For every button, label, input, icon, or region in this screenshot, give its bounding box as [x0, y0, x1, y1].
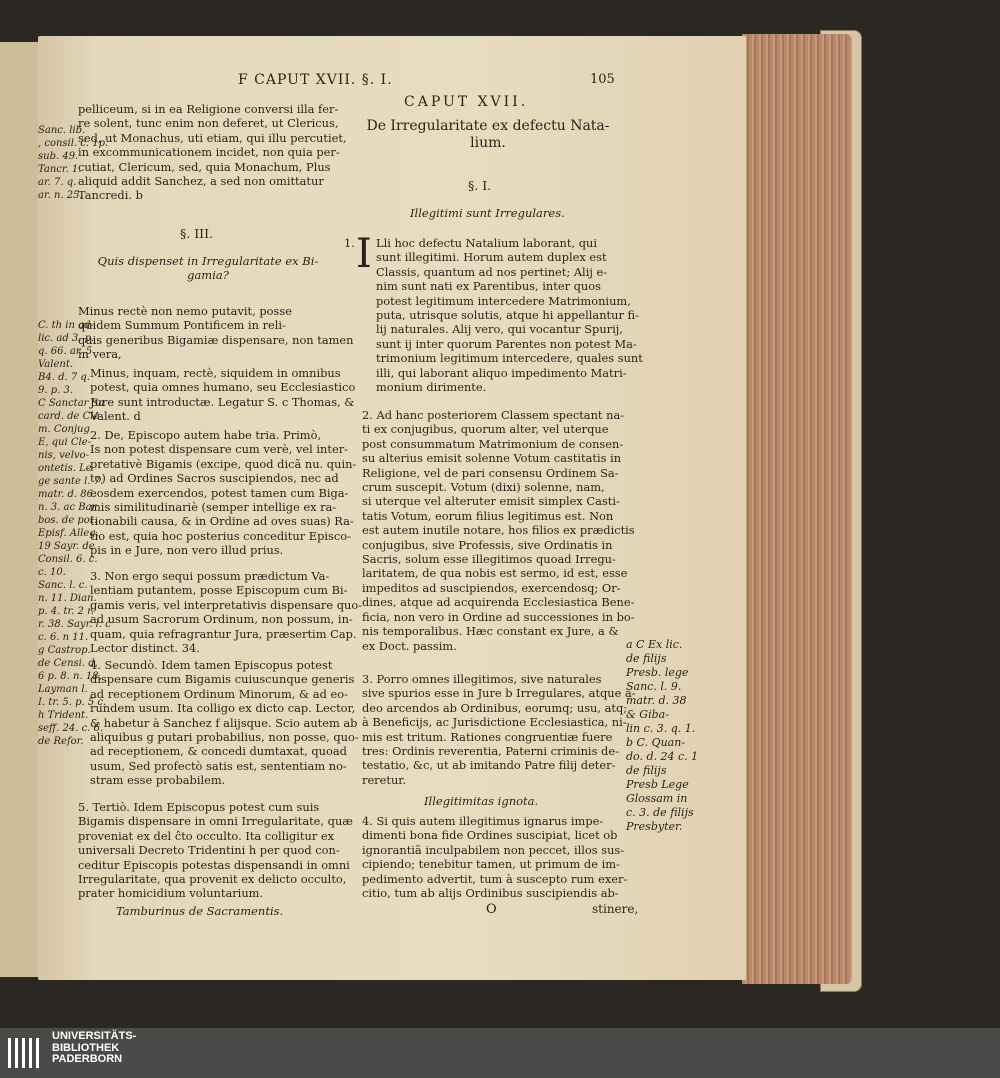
left-margin-notes: Sanc. lib. , consil. c. 1p. sub. 49. Tancr. 1. ar. 7. q. ar. n. 25. C. th in ad- lic. ad 3. p. q. 66. ar. 5 Valent. B4. d. 7 q. 9. p. 3. C Sanctar Sa card. de Cle m. Conjug E, qui Cle- nis, velvo- ontetis. Le ge sante l. 7. matr. d. 86. n. 3. ac Bar bos. de pot. Episf. Alleg. 19 Sayr. de Consil. 6. c. c. 10. Sanc. l. c. n. 11. Dian. p. 4. tr. 2 r. r. 38. Sayr. l. c c. 6. n 11. g Castrop. de Censi. d. 6 p. 8. n. 18, Layman l. I. tr. 5. p. 5 c. h Trident. seff. 24. c. 6. de Refor.	[38, 125, 111, 747]
library-footer	[0, 1028, 1000, 1078]
signature-mark: O	[486, 902, 497, 917]
col2-para-1: Lli hoc defectu Natalium laborant, qui sunt illegitimi. Horum autem duplex est Classis, quantum ad nos pertinet; Alij e- nim sunt nati ex Parentibus, inter quos potest legitimum intercedere Matrimonium, puta, utrisque solutis, atque hi appellantur fi- lij naturales. Alij vero, qui vocantur Spurij, sunt ij inter quorum Parentes non potest Ma- trimonium legitimum intercedere, quales sunt illi, qui laborant aliquo impedimento Matri- monium dirimente.	[376, 236, 643, 395]
right-margin-notes: a C Ex lic. de filijs Presb. lege Sanc. l. 9. matr. d. 38 & Giba- lin c. 3. q. 1. b C. Quan- do. d. 24 c. 1 de filijs Presb Lege Glossam in c. 3. de filijs Presbyter.	[626, 638, 699, 833]
col1-catchword: Tamburinus de Sacramentis.	[116, 904, 284, 918]
book-page	[38, 36, 746, 980]
library-name: UNIVERSITÄTS- BIBLIOTHEK PADERBORN	[52, 1030, 137, 1065]
facing-page-edge	[0, 42, 40, 977]
col1-para-2: 2. De, Episcopo autem habe tria. Primò, Is non potest dispensare cum verè, vel inter- pretativè Bigamis (excipe, quod dicã nu. quin- to) ad Ordines Sacros suscipiendos, nec ad eosdem exercendos, potest tamen cum Biga- mis similitudinariè (semper intellige ex ra- tionabili causa, & in Ordine ad oves suas) Ra- tio est, quia hoc posterius conceditur Episco- pis in e Jure, non vero illud prius.	[90, 428, 357, 558]
col1-para-5: 5. Tertiò. Idem Episcopus potest cum suis Bigamis dispensare in omni Irregularitate, quæ proveniat ex del ĉto occulto. Ita colligitur ex universali Decreto Tridentini h per quod con- ceditur Episcopis potestas dispensandi in omni Irregularitate, qua provenit ex delicto occulto, prater homicidium voluntarium.	[78, 800, 353, 901]
col2-para-4: 4. Si quis autem illegitimus ignarus impe- dimenti bona fide Ordines suscipiat, licet ob ignorantiã inculpabilem non peccet, illos sus- cipiendo; tenebitur tamen, ut primum de im- pedimento advertit, tum à suscepto rum exer- citio, tum ab alijs Ordinibus suscipiendis ab-	[362, 814, 628, 901]
col2-catchword: stinere,	[592, 902, 639, 916]
university-library-logo	[6, 1034, 46, 1072]
col2-subtitle: Illegitimi sunt Irregulares.	[410, 206, 565, 220]
chapter-title: De Irregularitate ex defectu Nata- lium.	[366, 118, 610, 151]
col1-para-4: 4. Secundò. Idem tamen Episcopus potest dispensare cum Bigamis cuiuscunque generis ad receptionem Ordinum Minorum, & ad eo- rundem usum. Ita colligo ex dicto cap. Lector, & habetur à Sanchez f alijsque. Scio autem ab aliquibus g putari probabilius, non posse, quo- ad receptionem, & concedi dumtaxat, quoad usum, Sed profectò satis est, sententiam no- stram esse probabilem.	[90, 658, 359, 788]
col2-para-2: 2. Ad hanc posteriorem Classem spectant na- ti ex conjugibus, quorum alter, vel uterque post consummatum Matrimonium de consen- su alterius emisit solenne Votum castitatis in Religione, vel de pari consensu Ordinem Sa- crum suscepit. Votum (dixi) solenne, nam, si uterque vel alteruter emisit simplex Casti- tatis Votum, eorum filius legitimus est. Non est autem inutile notare, hos filios ex prædictis conjugibus, sive Professis, sive Ordinatis in Sacris, solum esse illegitimos quoad Irregu- laritatem, de qua nobis est sermo, id est, esse impeditos ad suscipiendos, exercendosq; Or- dines, atque ad acquirenda Ecclesiastica Bene- ficia, non vero in Ordine ad successiones in bo- nis temporalibus. Hæc constant ex Jure, a & ex Doct. passim.	[362, 408, 635, 653]
col2-section: §. I.	[468, 178, 492, 193]
col1-para-1: Minus rectè non nemo putavit, posse quidem Summum Pontificem in reli- quis generibus Bigamiæ dispensare, non tamen in vera,	[78, 304, 354, 362]
col2-para-1-number: 1.	[344, 236, 355, 250]
col1-top-text: pelliceum, si in ea Religione conversi illa fer- re solent, tunc enim non deferet, ut Clericus, sed, ut Monachus, uti etiam, qui illu percutiet, in excommunicationem incidet, non quia per- cutiat, Clericum, sed, quia Monachum, Plus aliquid addit Sanchez, a sed non omittatur Tancredi. b	[78, 102, 347, 203]
col1-subtitle: Quis dispenset in Irregularitate ex Bi- gamia?	[97, 254, 319, 282]
col2-subhead: Illegitimitas ignota.	[424, 794, 539, 808]
running-head: F CAPUT XVII. §. I.	[238, 72, 393, 88]
col2-para-3: 3. Porro omnes illegitimos, sive naturales sive spurios esse in Jure b Irregulares, atque a- deo arcendos ab Ordinibus, eorumq; usu, atq; à Beneficijs, ac Jurisdictione Ecclesiastica, ni- mis est tritum. Rationes congruentiæ fuere tres: Ordinis reverentia, Paterni criminis de- testatio, &c, ut ab imitando Patre filij deter- reretur.	[362, 672, 636, 787]
page-number: 105	[590, 72, 615, 87]
page-edges	[742, 34, 852, 984]
col1-para-1b: Minus, inquam, rectè, siquidem in omnibus potest, quia omnes humano, seu Ecclesiastico Jure sunt introductæ. Legatur S. c Thomas, & Valent. d	[90, 366, 356, 424]
drop-initial: I	[356, 231, 372, 277]
col1-section: §. III.	[180, 226, 213, 241]
col1-para-3: 3. Non ergo sequi possum prædictum Va- lentiam putantem, posse Episcopum cum Bi- gamis veris, vel interpretativis dispensare quo- ad usum Sacrorum Ordinum, non possum, in- quam, quia refragrantur Jura, præsertim Cap. Lector distinct. 34.	[90, 569, 363, 656]
chapter-heading: CAPUT XVII.	[404, 94, 529, 110]
